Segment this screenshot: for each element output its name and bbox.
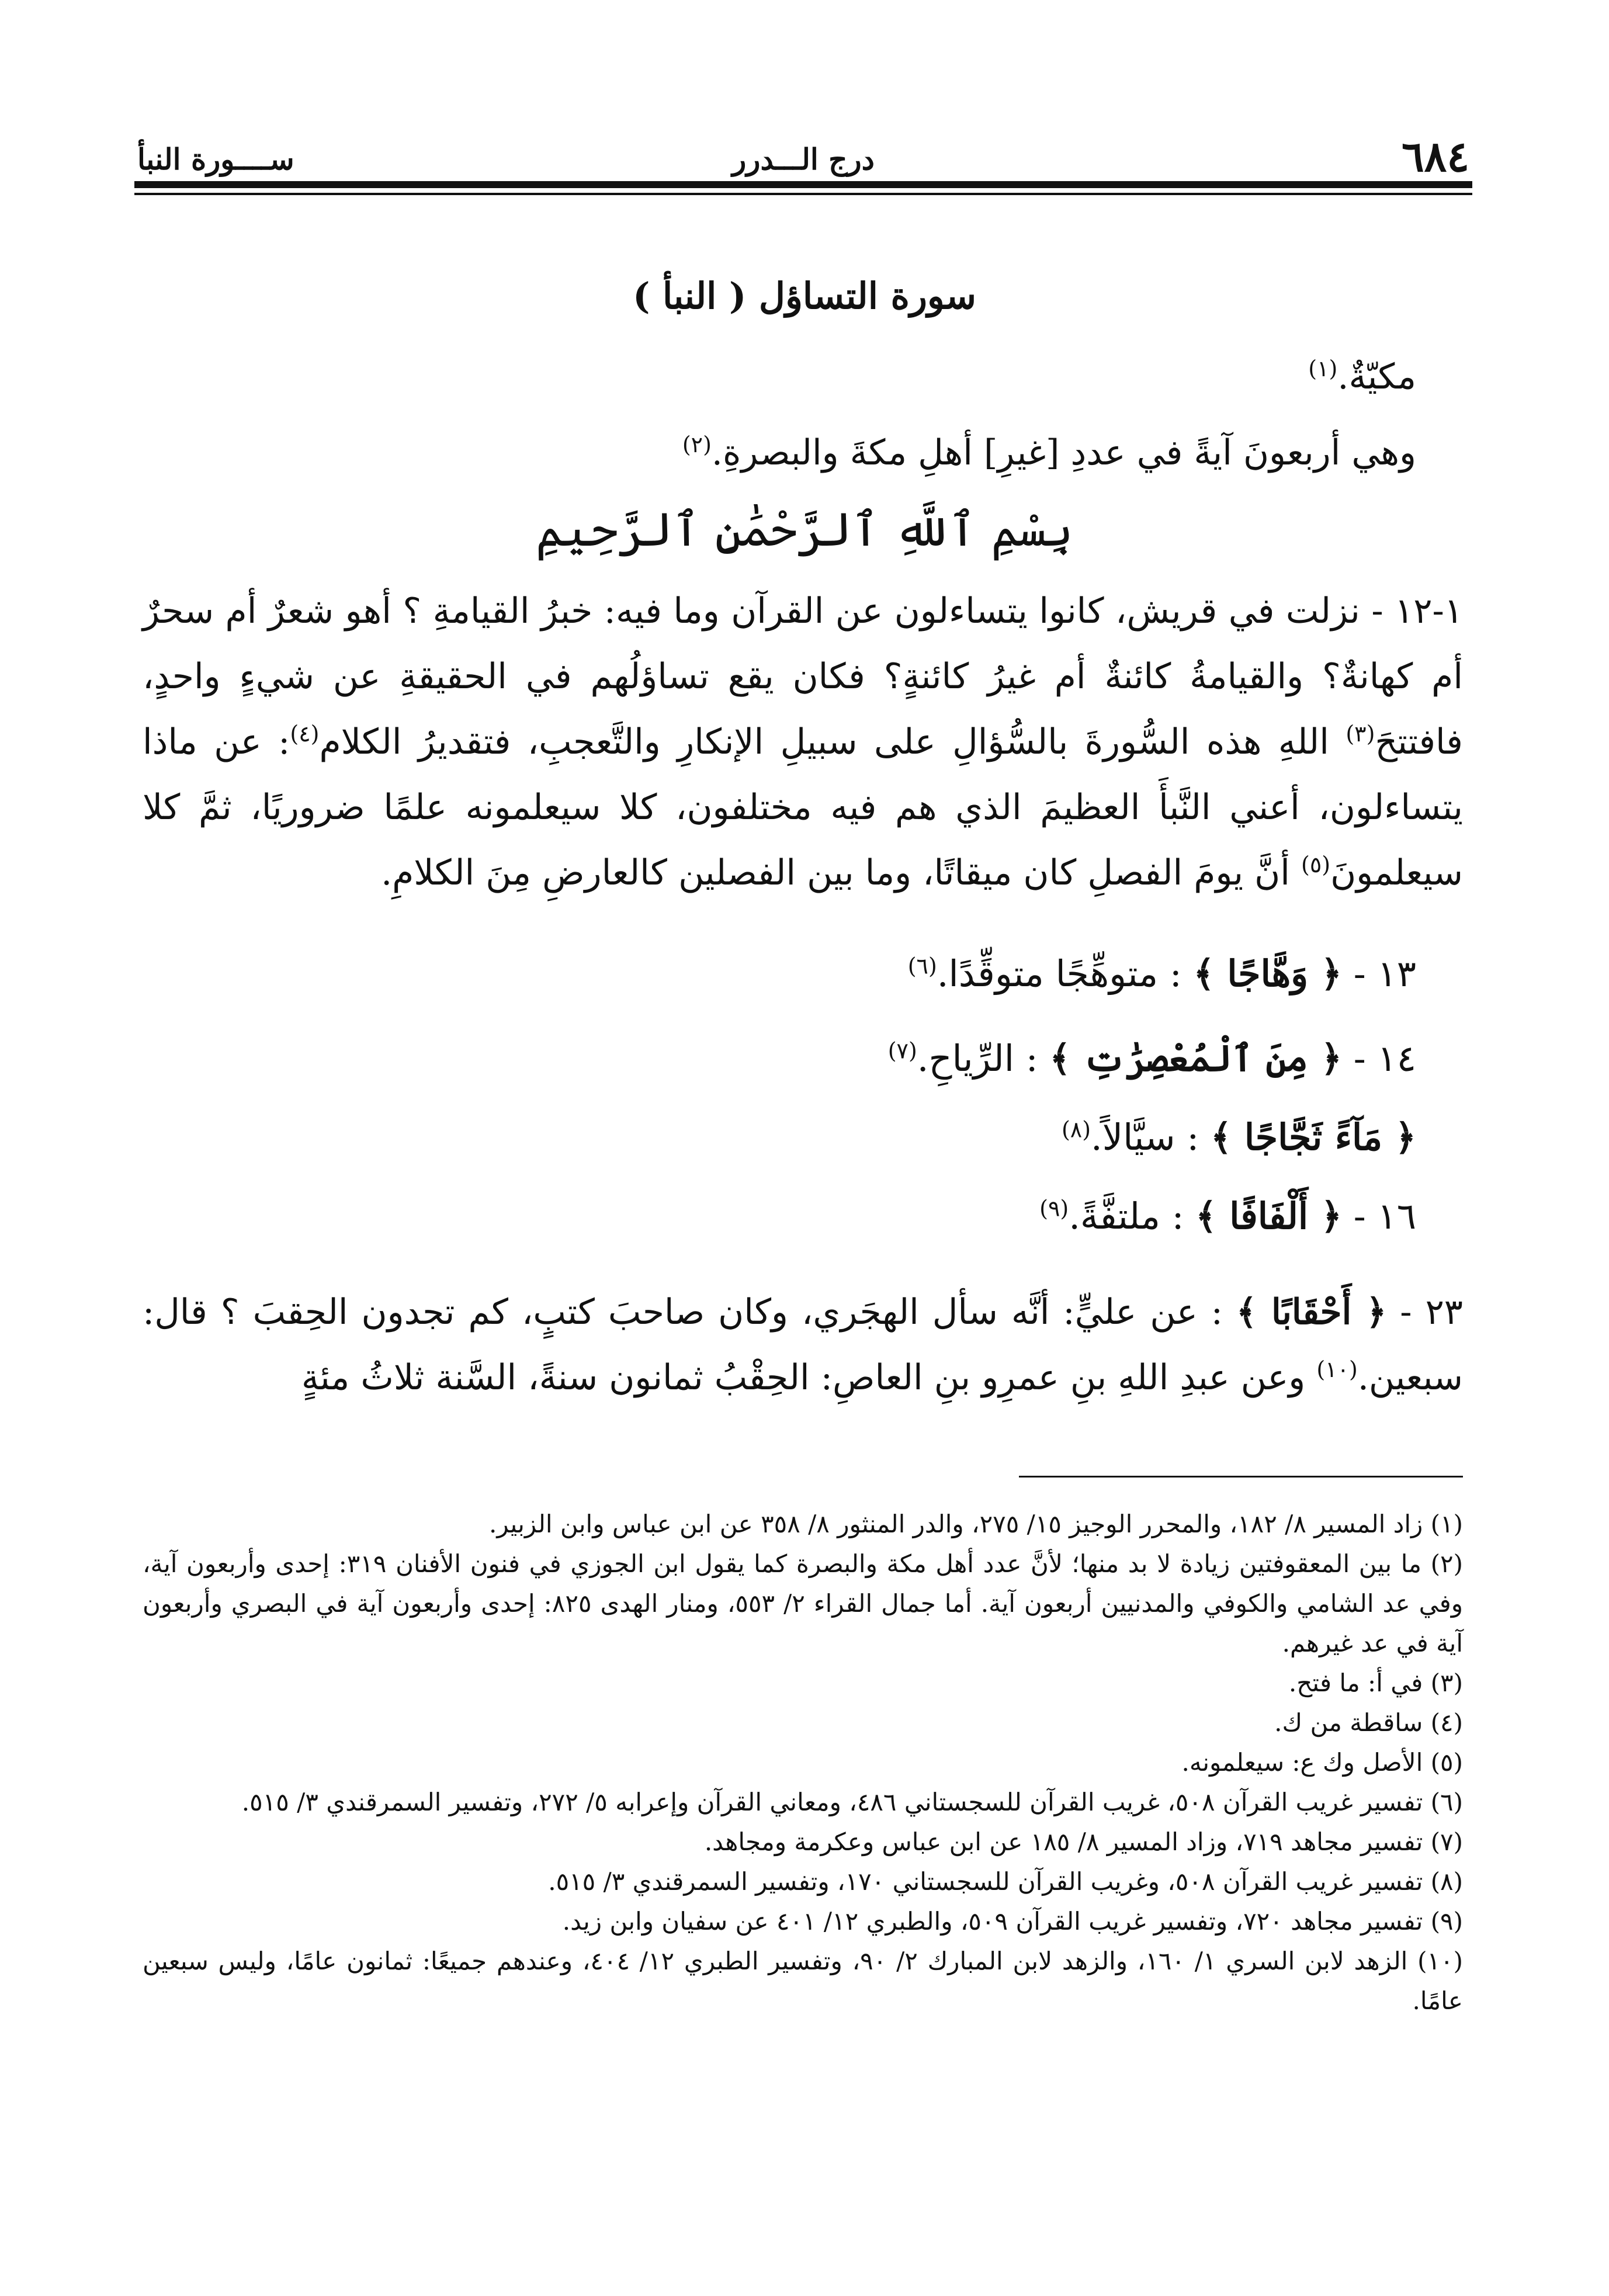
makkiyya-text: مكيّةٌ.: [1337, 356, 1416, 397]
commentary-text: وعن عبدِ اللهِ بنِ عمرِو بنِ العاصِ: الحِقْبُ ثمانون سنةً، السَّنة ثلاثُ مئةٍ: [301, 1357, 1317, 1398]
verse-number: ١٤ -: [1342, 1037, 1416, 1080]
verse-gloss: [1039, 1195, 1416, 1237]
footnote: (٣) في أ: ما فتح.: [1288, 1669, 1463, 1697]
basmala: بِسْمِ ٱللَّهِ ٱلرَّحْمَٰنِ ٱلرَّحِيمِ: [535, 502, 1074, 557]
footnote: (١٠) الزهد لابن السري ١/ ١٦٠، والزهد لابن المبارك ٢/ ٩٠، وتفسير الطبري ١٢/ ٤٠٤، وعندهم جميعًا: ثمانون عامًا، وليس سبعين عامًا.: [143, 1947, 1463, 2015]
verse-gloss: [888, 1037, 1416, 1080]
book-title: درج الـــدرر: [732, 142, 875, 176]
verse-number: ١٦ -: [1342, 1195, 1416, 1237]
footnote-ref: (٨): [1061, 1116, 1091, 1143]
footnotes: [143, 1504, 1463, 2021]
footnote-ref: (٥): [1301, 852, 1331, 878]
footnote-ref: (٧): [887, 1038, 917, 1064]
quran-word: ﴿ مَآءً ثَجَّاجًا ﴾: [1210, 1116, 1416, 1159]
header-rule-thick: [134, 181, 1472, 188]
commentary-paragraph: [143, 578, 1463, 906]
verse-number: ١٣ -: [1342, 952, 1416, 995]
verse-count-line: [682, 432, 1416, 473]
commentary-text: : عن عليٍّ: أنَّه سأل الهجَري، وكان صاحبَ كتبٍ، كم تجدون الحِقبَ ؟ قال: سبعين.: [143, 1292, 1463, 1398]
footnote-ref: (٤): [290, 721, 320, 747]
makkiyya-line: [1308, 356, 1416, 397]
page-number: ٦٨٤: [1401, 131, 1469, 181]
gloss-text: : سيَّالاً.: [1091, 1116, 1211, 1159]
quran-word: ﴿ أَحْقَابًا ﴾: [1236, 1292, 1387, 1333]
commentary-text: أنَّ يومَ الفصلِ كان ميقاتًا، وما بين الفصلين كالعارضِ مِنَ الكلامِ.: [381, 852, 1301, 893]
header-rule-thin: [134, 193, 1472, 195]
commentary-text: : عن ماذا يتساءلون، أعني النَّبأَ العظيمَ الذي هم فيه مختلفون، كلا سيعلمونه علمًا ضروريًا، ثمَّ كلا سيعلمونَ: [143, 722, 1463, 893]
verse-gloss: [1062, 1116, 1416, 1159]
footnote-ref: (١): [1308, 356, 1338, 381]
gloss-text: : الرِّياحِ.: [917, 1037, 1050, 1080]
footnote: (٤) ساقطة من ك.: [1274, 1708, 1463, 1737]
footnote-ref: (٩): [1039, 1195, 1069, 1222]
gloss-text: : ملتفَّةً.: [1069, 1195, 1196, 1237]
footnote-ref: (٣): [1346, 721, 1375, 747]
footnote: (١) زاد المسير ٨/ ١٨٢، والمحرر الوجيز ١٥/ ٢٧٥، والدر المنثور ٨/ ٣٥٨ عن ابن عباس وابن الزبير.: [489, 1510, 1463, 1538]
quran-word: ﴿ أَلْفَافًا ﴾: [1195, 1195, 1343, 1237]
footnote: (٦) تفسير غريب القرآن ٥٠٨، غريب القرآن للسجستاني ٤٨٦، ومعاني القرآن وإعرابه ٥/ ٢٧٢، وتفسير السمرقندي ٣/ ٥١٥.: [241, 1788, 1463, 1816]
commentary-text: ١-١٢ - نزلت في قريش، كانوا يتساءلون عن القرآن وما فيه: خبرُ القيامةِ ؟ أهو شعرٌ أم سحرٌ أم كهانةٌ؟ والقيامةُ كائنةٌ أم غيرُ كائنةٍ؟ فكان يقع تساؤلُهم في الحقيقةِ عن شيءٍ واحدٍ، فافتتحَ: [143, 591, 1464, 762]
footnote: (٨) تفسير غريب القرآن ٥٠٨، وغريب القرآن للسجستاني ١٧٠، وتفسير السمرقندي ٣/ ٥١٥.: [548, 1867, 1463, 1896]
footnote: (٥) الأصل وك ع: سيعلمونه.: [1181, 1748, 1463, 1777]
gloss-text: : متوهِّجًا متوقِّدًا.: [937, 952, 1194, 995]
running-header: [137, 126, 1469, 184]
verse-gloss: [908, 952, 1416, 995]
footnote-separator: [1019, 1476, 1463, 1478]
quran-word: ﴿ وَهَّاجًا ﴾: [1193, 952, 1343, 995]
footnote: (٩) تفسير مجاهد ٧٢٠، وتفسير غريب القرآن ٥٠٩، والطبري ١٢/ ٤٠١ عن سفيان وابن زيد.: [562, 1907, 1463, 1936]
footnote-ref: (١٠): [1316, 1357, 1358, 1382]
footnote-ref: (٦): [907, 953, 937, 979]
commentary-text: اللهِ هذه السُّورةَ بالسُّؤالِ على سبيلِ الإنكارِ والتَّعجبِ، فتقديرُ الكلام: [319, 722, 1346, 762]
verse-23-paragraph: [143, 1279, 1463, 1410]
surah-title: سورة التساؤل ( النبأ ): [633, 275, 976, 317]
quran-word: ﴿ مِنَ ٱلْمُعْصِرَٰتِ ﴾: [1049, 1037, 1343, 1080]
footnote: (٧) تفسير مجاهد ٧١٩، وزاد المسير ٨/ ١٨٥ عن ابن عباس وعكرمة ومجاهد.: [704, 1827, 1463, 1856]
footnote-ref: (٢): [682, 432, 712, 457]
footnote: (٢) ما بين المعقوفتين زيادة لا بد منها؛ لأنَّ عدد أهل مكة والبصرة كما يقول ابن الجوزي في فنون الأفنان ٣١٩: إحدى وأربعون آية، وفي عد الشامي والكوفي والمدنيين أربعون آية. أما جمال القراء ٢/ ٥٥٣، ومنار الهدى ٨٢٥: إحدى وأربعون آية في البصري وأربعون آية في عد غيرهم.: [143, 1549, 1463, 1657]
surah-running-title: ســــورة النبأ: [137, 142, 294, 176]
verse-number: ٢٣ -: [1386, 1292, 1464, 1333]
verse-count-text: وهي أربعونَ آيةً في عددِ [غيرِ] أهلِ مكةَ والبصرةِ.: [711, 432, 1416, 473]
